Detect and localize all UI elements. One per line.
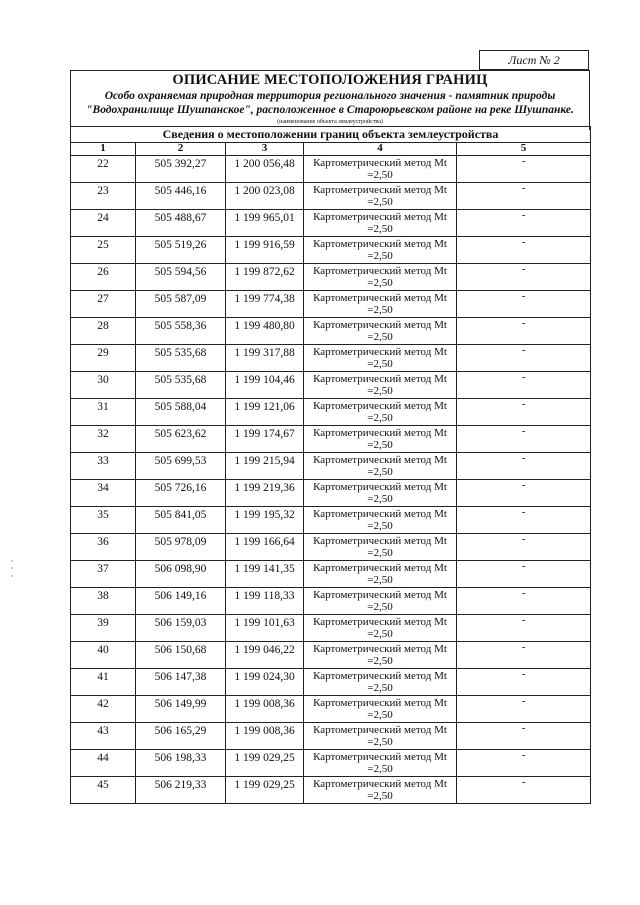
method-cell xyxy=(304,534,457,561)
method-text: Картометрический метод Mt xyxy=(313,265,447,277)
x-coordinate-cell: 506 219,33 xyxy=(136,777,226,804)
sheet-number-label: Лист № 2 xyxy=(479,50,589,70)
table-row xyxy=(71,291,591,318)
x-coordinate-cell: 505 594,56 xyxy=(136,264,226,291)
method-text: Картометрический метод Mt xyxy=(313,724,447,736)
method-text: Картометрический метод Mt xyxy=(313,427,447,439)
table-row xyxy=(71,507,591,534)
column-5-cell: - xyxy=(457,264,591,291)
column-5-cell: - xyxy=(457,399,591,426)
point-number-cell: 43 xyxy=(71,723,136,750)
x-coordinate-cell: 505 841,05 xyxy=(136,507,226,534)
method-text: Картометрический метод Mt xyxy=(313,292,447,304)
x-coordinate-cell: 505 699,53 xyxy=(136,453,226,480)
column-number-5: 5 xyxy=(457,143,591,156)
method-cell xyxy=(304,561,457,588)
table-row xyxy=(71,318,591,345)
x-coordinate-cell: 505 623,62 xyxy=(136,426,226,453)
point-number-cell: 25 xyxy=(71,237,136,264)
method-text: Картометрический метод Mt xyxy=(313,562,447,574)
accuracy-text: =2,50 xyxy=(367,412,393,424)
method-text: Картометрический метод Mt xyxy=(313,643,447,655)
method-text: Картометрический метод Mt xyxy=(313,157,447,169)
column-5-cell: - xyxy=(457,669,591,696)
column-5-cell: - xyxy=(457,534,591,561)
table-body xyxy=(71,156,591,804)
x-coordinate-cell: 505 446,16 xyxy=(136,183,226,210)
point-number-cell: 22 xyxy=(71,156,136,183)
accuracy-text: =2,50 xyxy=(367,439,393,451)
accuracy-text: =2,50 xyxy=(367,331,393,343)
column-5-cell: - xyxy=(457,750,591,777)
column-number-1: 1 xyxy=(71,143,136,156)
x-coordinate-cell: 506 149,99 xyxy=(136,696,226,723)
method-text: Картометрический метод Mt xyxy=(313,400,447,412)
object-caption: (наименование объекта землеустройства) xyxy=(277,119,383,125)
accuracy-text: =2,50 xyxy=(367,574,393,586)
column-number-2: 2 xyxy=(136,143,226,156)
y-coordinate-cell: 1 199 024,30 xyxy=(226,669,304,696)
accuracy-text: =2,50 xyxy=(367,304,393,316)
column-5-cell: - xyxy=(457,237,591,264)
method-text: Картометрический метод Mt xyxy=(313,346,447,358)
point-number-cell: 42 xyxy=(71,696,136,723)
accuracy-text: =2,50 xyxy=(367,709,393,721)
column-5-cell: - xyxy=(457,642,591,669)
y-coordinate-cell: 1 199 774,38 xyxy=(226,291,304,318)
method-cell xyxy=(304,750,457,777)
table-section-title: Сведения о местоположении границ объекта землеустройства xyxy=(71,127,591,143)
method-cell xyxy=(304,507,457,534)
document-header xyxy=(70,70,590,130)
x-coordinate-cell: 505 978,09 xyxy=(136,534,226,561)
point-number-cell: 41 xyxy=(71,669,136,696)
accuracy-text: =2,50 xyxy=(367,250,393,262)
accuracy-text: =2,50 xyxy=(367,682,393,694)
point-number-cell: 39 xyxy=(71,615,136,642)
point-number-cell: 28 xyxy=(71,318,136,345)
table-row xyxy=(71,561,591,588)
x-coordinate-cell: 506 165,29 xyxy=(136,723,226,750)
method-text: Картометрический метод Mt xyxy=(313,319,447,331)
method-text: Картометрический метод Mt xyxy=(313,670,447,682)
method-text: Картометрический метод Mt xyxy=(313,481,447,493)
table-row xyxy=(71,642,591,669)
y-coordinate-cell: 1 199 174,67 xyxy=(226,426,304,453)
column-5-cell: - xyxy=(457,426,591,453)
table-row xyxy=(71,750,591,777)
column-5-cell: - xyxy=(457,210,591,237)
column-5-cell: - xyxy=(457,453,591,480)
table-row xyxy=(71,399,591,426)
object-description-line-1: Особо охраняемая природная территория регионального значения - памятник природы xyxy=(104,90,556,102)
point-number-cell: 23 xyxy=(71,183,136,210)
point-number-cell: 38 xyxy=(71,588,136,615)
column-5-cell: - xyxy=(457,723,591,750)
method-text: Картометрический метод Mt xyxy=(313,778,447,790)
method-cell xyxy=(304,426,457,453)
accuracy-text: =2,50 xyxy=(367,655,393,667)
method-cell xyxy=(304,399,457,426)
x-coordinate-cell: 506 147,38 xyxy=(136,669,226,696)
table-row xyxy=(71,696,591,723)
point-number-cell: 26 xyxy=(71,264,136,291)
point-number-cell: 45 xyxy=(71,777,136,804)
method-cell xyxy=(304,588,457,615)
method-text: Картометрический метод Mt xyxy=(313,616,447,628)
column-number-3: 3 xyxy=(226,143,304,156)
y-coordinate-cell: 1 199 872,62 xyxy=(226,264,304,291)
x-coordinate-cell: 506 098,90 xyxy=(136,561,226,588)
method-text: Картометрический метод Mt xyxy=(313,508,447,520)
table-row xyxy=(71,372,591,399)
y-coordinate-cell: 1 199 317,88 xyxy=(226,345,304,372)
point-number-cell: 33 xyxy=(71,453,136,480)
scan-mark xyxy=(11,560,13,562)
table-row xyxy=(71,237,591,264)
y-coordinate-cell: 1 199 121,06 xyxy=(226,399,304,426)
point-number-cell: 32 xyxy=(71,426,136,453)
method-cell xyxy=(304,453,457,480)
method-cell xyxy=(304,291,457,318)
accuracy-text: =2,50 xyxy=(367,736,393,748)
column-5-cell: - xyxy=(457,318,591,345)
column-5-cell: - xyxy=(457,561,591,588)
method-cell xyxy=(304,615,457,642)
y-coordinate-cell: 1 199 166,64 xyxy=(226,534,304,561)
method-text: Картометрический метод Mt xyxy=(313,454,447,466)
column-5-cell: - xyxy=(457,696,591,723)
table-row xyxy=(71,777,591,804)
accuracy-text: =2,50 xyxy=(367,493,393,505)
point-number-cell: 29 xyxy=(71,345,136,372)
method-cell xyxy=(304,237,457,264)
table-row xyxy=(71,615,591,642)
method-text: Картометрический метод Mt xyxy=(313,373,447,385)
x-coordinate-cell: 505 392,27 xyxy=(136,156,226,183)
method-cell xyxy=(304,210,457,237)
method-text: Картометрический метод Mt xyxy=(313,535,447,547)
x-coordinate-cell: 506 150,68 xyxy=(136,642,226,669)
scan-mark xyxy=(11,575,13,577)
accuracy-text: =2,50 xyxy=(367,763,393,775)
y-coordinate-cell: 1 199 965,01 xyxy=(226,210,304,237)
y-coordinate-cell: 1 199 101,63 xyxy=(226,615,304,642)
point-number-cell: 36 xyxy=(71,534,136,561)
y-coordinate-cell: 1 199 215,94 xyxy=(226,453,304,480)
column-5-cell: - xyxy=(457,345,591,372)
table-row xyxy=(71,534,591,561)
column-number-4: 4 xyxy=(304,143,457,156)
table-row xyxy=(71,156,591,183)
method-cell xyxy=(304,318,457,345)
x-coordinate-cell: 505 558,36 xyxy=(136,318,226,345)
y-coordinate-cell: 1 199 008,36 xyxy=(226,723,304,750)
point-number-cell: 40 xyxy=(71,642,136,669)
method-cell xyxy=(304,696,457,723)
column-5-cell: - xyxy=(457,156,591,183)
column-5-cell: - xyxy=(457,588,591,615)
y-coordinate-cell: 1 199 219,36 xyxy=(226,480,304,507)
column-5-cell: - xyxy=(457,777,591,804)
point-number-cell: 34 xyxy=(71,480,136,507)
method-cell xyxy=(304,642,457,669)
y-coordinate-cell: 1 200 056,48 xyxy=(226,156,304,183)
object-description-line-2: "Водохранилище Шушпанское", расположенное в Староюрьевском районе на реке Шушпанке. xyxy=(86,104,574,116)
x-coordinate-cell: 505 587,09 xyxy=(136,291,226,318)
table-row xyxy=(71,723,591,750)
table-row xyxy=(71,588,591,615)
method-cell xyxy=(304,183,457,210)
column-5-cell: - xyxy=(457,507,591,534)
accuracy-text: =2,50 xyxy=(367,358,393,370)
table-row xyxy=(71,480,591,507)
method-cell xyxy=(304,372,457,399)
point-number-cell: 44 xyxy=(71,750,136,777)
x-coordinate-cell: 505 535,68 xyxy=(136,372,226,399)
y-coordinate-cell: 1 199 480,80 xyxy=(226,318,304,345)
y-coordinate-cell: 1 200 023,08 xyxy=(226,183,304,210)
table-row xyxy=(71,264,591,291)
y-coordinate-cell: 1 199 029,25 xyxy=(226,777,304,804)
table-row xyxy=(71,183,591,210)
method-cell xyxy=(304,669,457,696)
scan-mark xyxy=(11,567,13,569)
method-cell xyxy=(304,156,457,183)
method-text: Картометрический метод Mt xyxy=(313,184,447,196)
accuracy-text: =2,50 xyxy=(367,547,393,559)
y-coordinate-cell: 1 199 195,32 xyxy=(226,507,304,534)
point-number-cell: 37 xyxy=(71,561,136,588)
table-row xyxy=(71,669,591,696)
point-number-cell: 31 xyxy=(71,399,136,426)
accuracy-text: =2,50 xyxy=(367,601,393,613)
x-coordinate-cell: 505 488,67 xyxy=(136,210,226,237)
method-cell xyxy=(304,777,457,804)
accuracy-text: =2,50 xyxy=(367,466,393,478)
accuracy-text: =2,50 xyxy=(367,385,393,397)
method-text: Картометрический метод Mt xyxy=(313,697,447,709)
method-text: Картометрический метод Mt xyxy=(313,238,447,250)
method-cell xyxy=(304,480,457,507)
point-number-cell: 24 xyxy=(71,210,136,237)
method-cell xyxy=(304,723,457,750)
method-cell xyxy=(304,264,457,291)
accuracy-text: =2,50 xyxy=(367,223,393,235)
method-text: Картометрический метод Mt xyxy=(313,211,447,223)
method-text: Картометрический метод Mt xyxy=(313,589,447,601)
y-coordinate-cell: 1 199 916,59 xyxy=(226,237,304,264)
x-coordinate-cell: 506 198,33 xyxy=(136,750,226,777)
accuracy-text: =2,50 xyxy=(367,277,393,289)
y-coordinate-cell: 1 199 118,33 xyxy=(226,588,304,615)
table-row xyxy=(71,345,591,372)
y-coordinate-cell: 1 199 141,35 xyxy=(226,561,304,588)
point-number-cell: 30 xyxy=(71,372,136,399)
y-coordinate-cell: 1 199 046,22 xyxy=(226,642,304,669)
table-row xyxy=(71,426,591,453)
x-coordinate-cell: 505 535,68 xyxy=(136,345,226,372)
table-row xyxy=(71,210,591,237)
table-row xyxy=(71,453,591,480)
method-cell xyxy=(304,345,457,372)
x-coordinate-cell: 505 588,04 xyxy=(136,399,226,426)
x-coordinate-cell: 506 149,16 xyxy=(136,588,226,615)
accuracy-text: =2,50 xyxy=(367,628,393,640)
column-5-cell: - xyxy=(457,372,591,399)
y-coordinate-cell: 1 199 029,25 xyxy=(226,750,304,777)
y-coordinate-cell: 1 199 008,36 xyxy=(226,696,304,723)
column-5-cell: - xyxy=(457,291,591,318)
boundary-coordinates-table xyxy=(70,126,591,804)
accuracy-text: =2,50 xyxy=(367,790,393,802)
point-number-cell: 27 xyxy=(71,291,136,318)
column-5-cell: - xyxy=(457,183,591,210)
x-coordinate-cell: 505 726,16 xyxy=(136,480,226,507)
x-coordinate-cell: 506 159,03 xyxy=(136,615,226,642)
accuracy-text: =2,50 xyxy=(367,520,393,532)
column-5-cell: - xyxy=(457,480,591,507)
x-coordinate-cell: 505 519,26 xyxy=(136,237,226,264)
accuracy-text: =2,50 xyxy=(367,169,393,181)
point-number-cell: 35 xyxy=(71,507,136,534)
y-coordinate-cell: 1 199 104,46 xyxy=(226,372,304,399)
document-title: ОПИСАНИЕ МЕСТОПОЛОЖЕНИЯ ГРАНИЦ xyxy=(172,72,488,88)
method-text: Картометрический метод Mt xyxy=(313,751,447,763)
accuracy-text: =2,50 xyxy=(367,196,393,208)
column-5-cell: - xyxy=(457,615,591,642)
